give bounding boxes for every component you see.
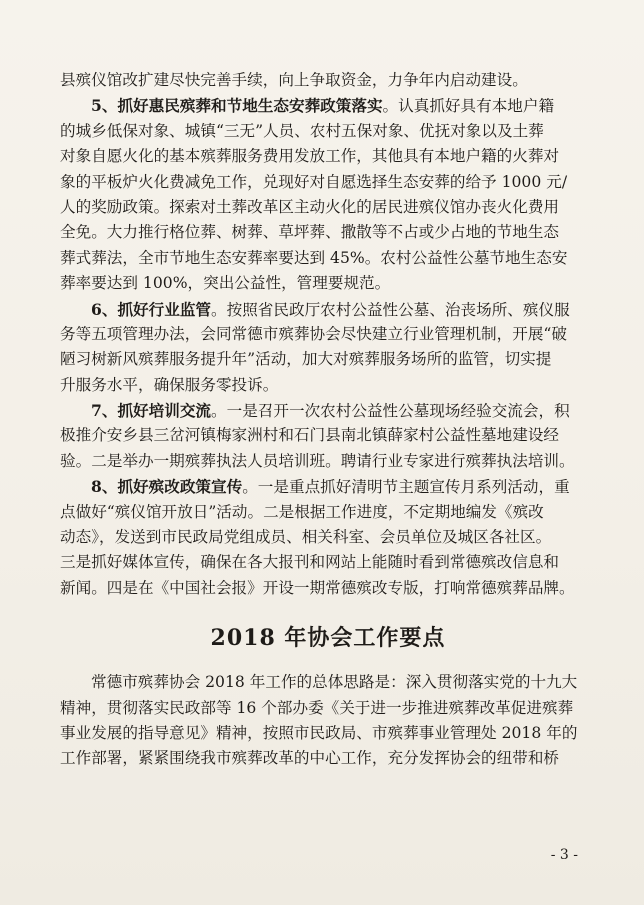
item7-first-line xyxy=(60,398,596,423)
item8-line: 新闻。四是在《中国社会报》开设一期常德殡改专版，打响常德殡葬品牌。 xyxy=(60,578,575,597)
closing-line: 事业发展的指导意见》精神，按照市民政局、市殡葬事业管理处 2018 年的 xyxy=(60,723,578,742)
item8-line: 三是抓好媒体宣传，确保在各大报刊和网站上能随时看到常德殡改信息和 xyxy=(60,553,560,572)
item6-first-line xyxy=(60,297,596,322)
closing-line: 工作部署，紧紧围绕我市殡葬改革的中心工作，充分发挥协会的纽带和桥 xyxy=(60,749,560,768)
item5-line: 对象自愿火化的基本殡葬服务费用发放工作，其他具有本地户籍的火葬对 xyxy=(60,147,560,166)
item7-line: 验。二是举办一期殡葬执法人员培训班。聘请行业专家进行殡葬执法培训。 xyxy=(60,451,575,470)
item5-line: 葬率要达到 100%，突出公益性，管理要规范。 xyxy=(60,274,391,293)
item5-line: 人的奖励政策。探索对土葬改革区主动火化的居民进殡仪馆办丧火化费用 xyxy=(60,197,560,216)
item5-line: 的城乡低保对象、城镇“三无”人员、农村五保对象、优抚对象以及土葬 xyxy=(60,121,544,140)
item8-line: 点做好“殡仪馆开放日”活动。二是根据工作进度，不定期地编发《殡改 xyxy=(60,502,544,521)
item7-line: 极推介安乡县三岔河镇梅家洲村和石门县南北镇薛家村公益性墓地建设经 xyxy=(60,426,560,445)
item7-heading: 7、抓好培训交流 xyxy=(91,401,212,421)
item6-line: 升服务水平，确保服务零投诉。 xyxy=(60,375,279,394)
section-title-wrap xyxy=(60,621,596,652)
closing-line: 常德市殡葬协会 2018 年工作的总体思路是：深入贯彻落实党的十九大 xyxy=(91,673,578,692)
item8-line: 动态》，发送到市民政局党组成员、相关科室、会员单位及城区各社区。 xyxy=(60,528,552,547)
item6-line1-rest: 。按照省民政厅农村公益性公墓、治丧场所、殡仪服 xyxy=(211,300,570,319)
page-number: - 3 - xyxy=(550,847,578,863)
item8-heading: 8、抓好殡改政策宣传 xyxy=(91,477,243,497)
item6-line: 务等五项管理办法，会同常德市殡葬协会尽快建立行业管理机制，开展“破 xyxy=(60,324,567,343)
closing-line: 精神，贯彻落实民政部等 16 个部办委《关于进一步推进殡葬改革促进殡葬 xyxy=(60,698,574,717)
item5-line1-rest: 。认真抓好具有本地户籍 xyxy=(382,97,555,116)
item5-line: 象的平板炉火化费减免工作，兑现好对自愿选择生态安葬的给予 1000 元/ xyxy=(60,172,568,191)
item8-line1-rest: 。一是重点抓好清明节主题宣传月系列活动，重 xyxy=(242,478,570,497)
item5-heading: 5、抓好惠民殡葬和节地生态安葬政策落实 xyxy=(91,96,383,116)
item5-line: 葬式葬法，全市节地生态安葬率要达到 45%。农村公益性公墓节地生态安 xyxy=(60,248,568,267)
section-title: 2018 年协会工作要点 xyxy=(210,625,446,652)
item5-line: 全免。大力推行格位葬、树葬、草坪葬、撒散等不占或少占地的节地生态 xyxy=(60,223,560,242)
item6-line: 陋习树新风殡葬服务提升年”活动，加大对殡葬服务场所的监管，切实提 xyxy=(60,350,552,369)
item5-first-line xyxy=(60,93,596,118)
item8-first-line xyxy=(60,474,596,499)
item6-heading: 6、抓好行业监管 xyxy=(91,299,212,319)
body-line-intro: 县殡仪馆改扩建尽快完善手续，向上争取资金，力争年内启动建设。 xyxy=(60,71,528,89)
item7-line1-rest: 。一是召开一次农村公益性公墓现场经验交流会，积 xyxy=(211,402,570,421)
